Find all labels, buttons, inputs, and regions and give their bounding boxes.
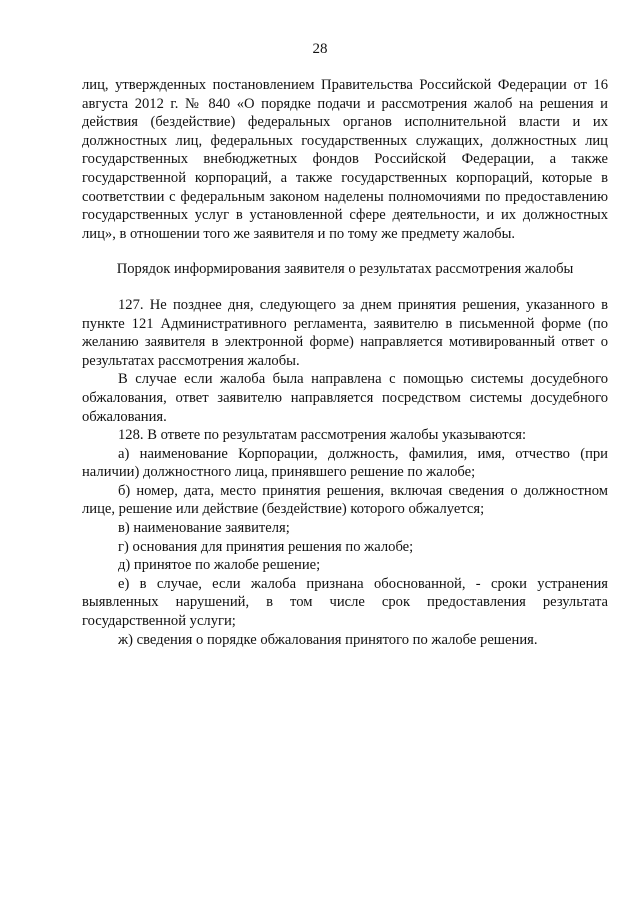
paragraph-127-electronic: В случае если жалоба была направлена с помощью системы досудебного обжалования, ответ заявителю направляется посредством системы досудебного обжалования. [82, 371, 608, 425]
list-item-d: д) принятое по жалобе решение; [118, 557, 321, 574]
paragraph-127: 127. Не позднее дня, следующего за днем принятия решения, указанного в пункте 121 Административного регламента, заявителю в письменной форме (по желанию заявителя в электронной форме) направляется мотивированный ответ о результатах рассмотрения жалобы. [82, 296, 608, 369]
page-number: 28 [312, 41, 328, 57]
list-item-g: г) основания для принятия решения по жалобе; [118, 538, 414, 555]
list-item-v: в) наименование заявителя; [118, 520, 290, 537]
paragraph-128: 128. В ответе по результатам рассмотрения жалобы указываются: [118, 427, 527, 444]
section-heading: Порядок информирования заявителя о результатах рассмотрения жалобы [116, 261, 574, 278]
list-item-e: е) в случае, если жалоба признана обоснованной, - сроки устранения выявленных нарушений, в том числе срок предоставления результата государственной услуги; [82, 575, 608, 630]
document-body [82, 76, 608, 649]
list-item-zh: ж) сведения о порядке обжалования принятого по жалобе решения. [118, 631, 538, 648]
list-item-b: б) номер, дата, место принятия решения, включая сведения о должностном лице, решение или действие (бездействие) которого обжалуется; [82, 482, 608, 518]
continuation-paragraph: лиц, утвержденных постановлением Правительства Российской Федерации от 16 августа 2012 г. № 840 «О порядке подачи и рассмотрения жалоб на решения и действия (бездействие) федеральных органов исполнительной власти и их должностных лиц, федеральных государственных служащих, должностных лиц государственных внебюджетных фондов Российской Федерации, а также государственной корпораций, а также государственных корпораций, которые в соответствии с федеральным законом наделены полномочиями по предоставлению государственных услуг в установленной сфере деятельности, и их должностных лиц», в отношении того же заявителя и по тому же предмету жалобы. [82, 77, 608, 242]
list-item-a: а) наименование Корпорации, должность, фамилия, имя, отчество (при наличии) должностного лица, принявшего решение по жалобе; [82, 445, 608, 481]
